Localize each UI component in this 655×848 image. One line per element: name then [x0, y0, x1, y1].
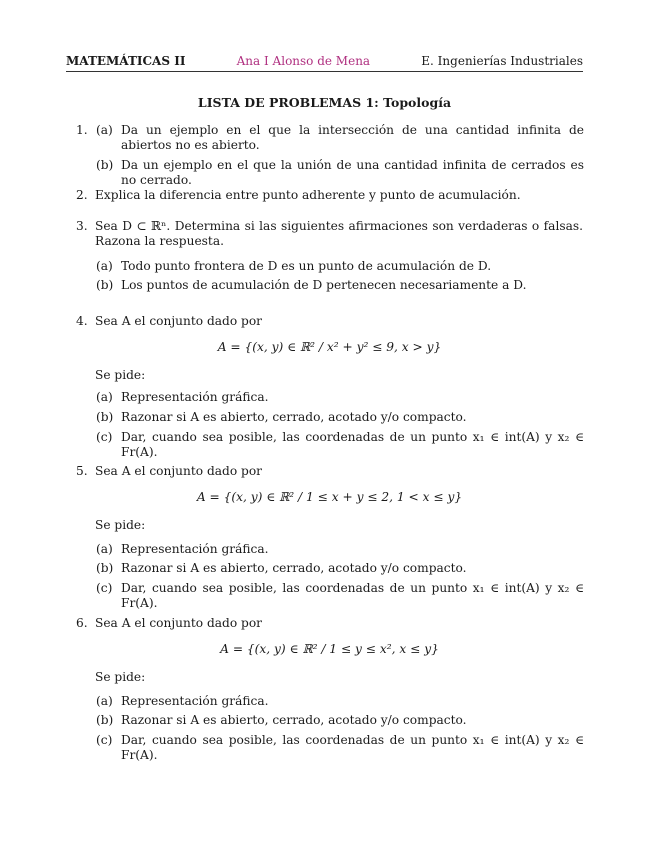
item-label: (a) — [96, 123, 113, 137]
item-label: (c) — [96, 733, 113, 747]
item-text: Da un ejemplo en el que la intersección de una cantidad infinita de abiertos no es abierto. — [121, 123, 584, 152]
item-text: Razonar si A es abierto, cerrado, acotado y/o compacto. — [121, 713, 467, 727]
se-pide-label: Se pide: — [95, 518, 146, 532]
item-label: (a) — [96, 542, 113, 556]
item-text: Los puntos de acumulación de D pertenecen necesariamente a D. — [121, 278, 527, 292]
set-equation: A = {(x, y) ∈ ℝ² / 1 ≤ x + y ≤ 2, 1 < x ≤ y} — [196, 490, 463, 504]
item-label: (a) — [96, 390, 113, 404]
page-title: LISTA DE PROBLEMAS 1: Topología — [197, 95, 452, 110]
problem-text: Sea A el conjunto dado por — [95, 616, 263, 630]
item-text: Dar, cuando sea posible, las coordenadas de un punto x₁ ∈ int(A) y x₂ ∈ Fr(A). — [121, 430, 584, 459]
page-header — [66, 54, 583, 72]
item-label: (b) — [96, 561, 114, 575]
item-text: Representación gráfica. — [121, 694, 269, 708]
item-label: (b) — [96, 278, 114, 292]
item-text: Dar, cuando sea posible, las coordenadas de un punto x₁ ∈ int(A) y x₂ ∈ Fr(A). — [121, 733, 584, 762]
item-text: Razonar si A es abierto, cerrado, acotado y/o compacto. — [121, 410, 467, 424]
author-name: Ana I Alonso de Mena — [236, 54, 371, 68]
problem-number: 4. — [76, 314, 88, 328]
problem-text: Sea D ⊂ ℝⁿ. Determina si las siguientes afirmaciones son verdaderas o falsas. Razona la respuesta. — [95, 219, 583, 248]
item-label: (c) — [96, 581, 113, 595]
item-text: Da un ejemplo en el que la unión de una cantidad infinita de cerrados es no cerrado. — [121, 158, 584, 187]
problem-text: Sea A el conjunto dado por — [95, 314, 263, 328]
item-text: Dar, cuando sea posible, las coordenadas de un punto x₁ ∈ int(A) y x₂ ∈ Fr(A). — [121, 581, 584, 610]
problem-number: 2. — [76, 188, 88, 202]
item-text: Razonar si A es abierto, cerrado, acotado y/o compacto. — [121, 561, 467, 575]
se-pide-label: Se pide: — [95, 670, 146, 684]
item-text: Representación gráfica. — [121, 390, 269, 404]
se-pide-label: Se pide: — [95, 368, 146, 382]
item-text: Todo punto frontera de D es un punto de acumulación de D. — [121, 259, 492, 273]
school-name: E. Ingenierías Industriales — [421, 54, 583, 68]
set-equation: A = {(x, y) ∈ ℝ² / x² + y² ≤ 9, x > y} — [217, 340, 442, 354]
item-label: (b) — [96, 713, 114, 727]
item-label: (c) — [96, 430, 113, 444]
course-name: MATEMÁTICAS II — [66, 54, 186, 68]
item-label: (a) — [96, 259, 113, 273]
problem-text: Sea A el conjunto dado por — [95, 464, 263, 478]
problem-number: 3. — [76, 219, 88, 233]
item-label: (b) — [96, 410, 114, 424]
problem-number: 5. — [76, 464, 88, 478]
item-text: Representación gráfica. — [121, 542, 269, 556]
item-label: (a) — [96, 694, 113, 708]
problem-text: Explica la diferencia entre punto adherente y punto de acumulación. — [95, 188, 521, 202]
problem-number: 6. — [76, 616, 88, 630]
problem-number: 1. — [76, 123, 88, 137]
set-equation: A = {(x, y) ∈ ℝ² / 1 ≤ y ≤ x², x ≤ y} — [220, 642, 439, 656]
item-label: (b) — [96, 158, 114, 172]
